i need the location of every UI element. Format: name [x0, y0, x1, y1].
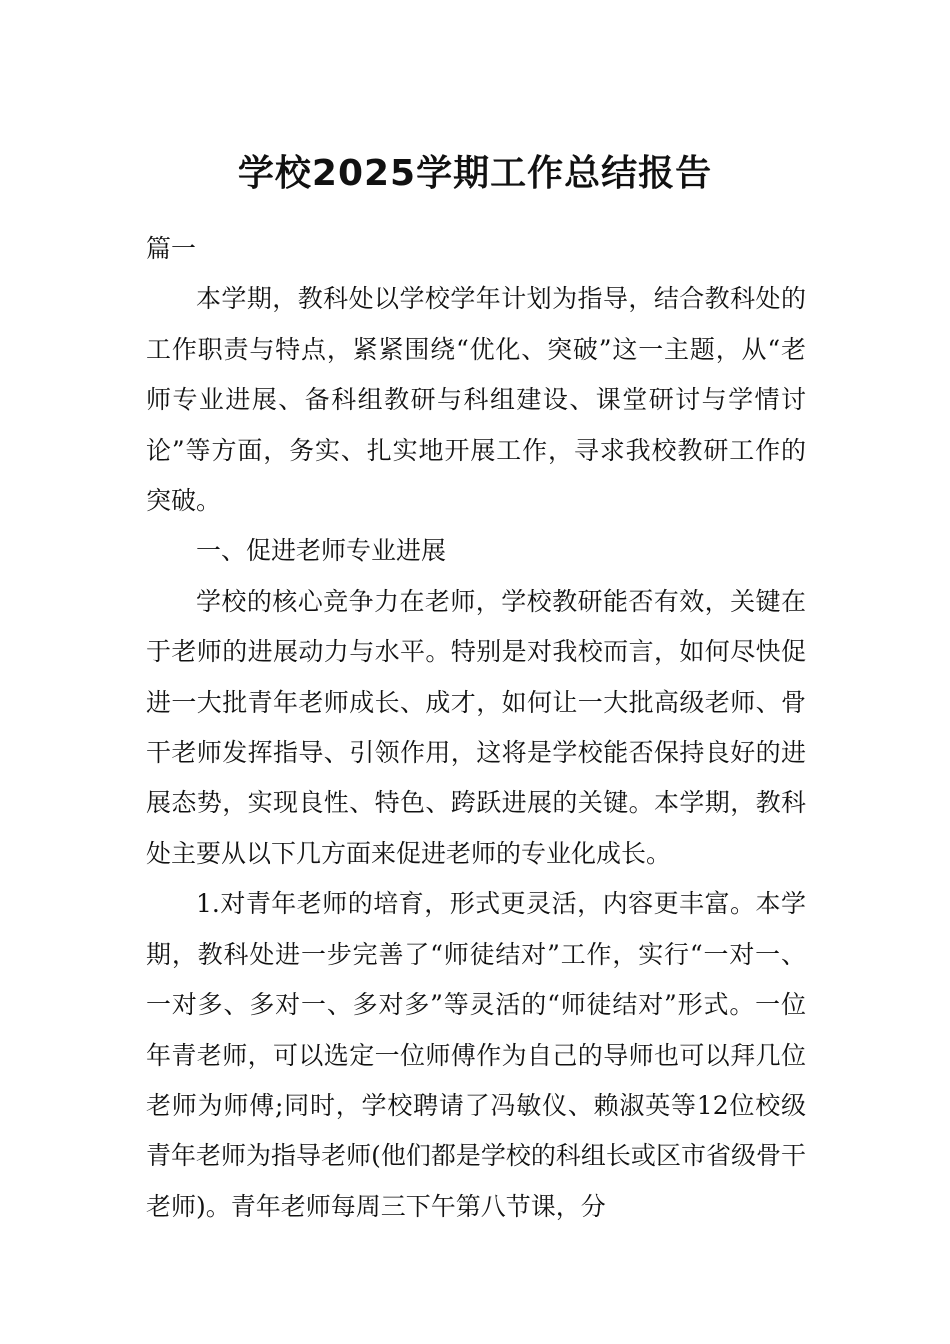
section-heading: 一、促进老师专业进展	[196, 536, 447, 566]
document-body	[146, 224, 806, 1232]
document-title: 学校2025学期工作总结报告	[237, 153, 713, 195]
intro-paragraph: 本学期，教科处以学校学年计划为指导，结合教科处的工作职责与特点，紧紧围绕“优化、突破”这一主题，从“老师专业进展、备科组教研与科组建设、课堂研讨与学情讨论”等方面，务实、扎实地开展工作，寻求我校教研工作的突破。	[146, 284, 806, 516]
section-label: 篇一	[146, 234, 197, 263]
body-paragraph: 学校的核心竞争力在老师，学校教研能否有效，关键在于老师的进展动力与水平。特别是对我校而言，如何尽快促进一大批青年老师成长、成才，如何让一大批高级老师、骨干老师发挥指导、引领作用，这将是学校能否保持良好的进展态势，实现良性、特色、跨跃进展的关键。本学期，教科处主要从以下几方面来促进老师的专业化成长。	[146, 586, 806, 868]
numbered-paragraph: 1.对青年老师的培育，形式更灵活，内容更丰富。本学期，教科处进一步完善了“师徒结对”工作，实行“一对一、一对多、多对一、多对多”等灵活的“师徒结对”形式。一位年青老师，可以选定一位师傅作为自己的导师也可以拜几位老师为师傅;同时，学校聘请了冯敏仪、赖淑英等12位校级青年老师为指导老师(他们都是学校的科组长或区市省级骨干老师)。青年老师每周三下午第八节课，分	[146, 889, 806, 1221]
